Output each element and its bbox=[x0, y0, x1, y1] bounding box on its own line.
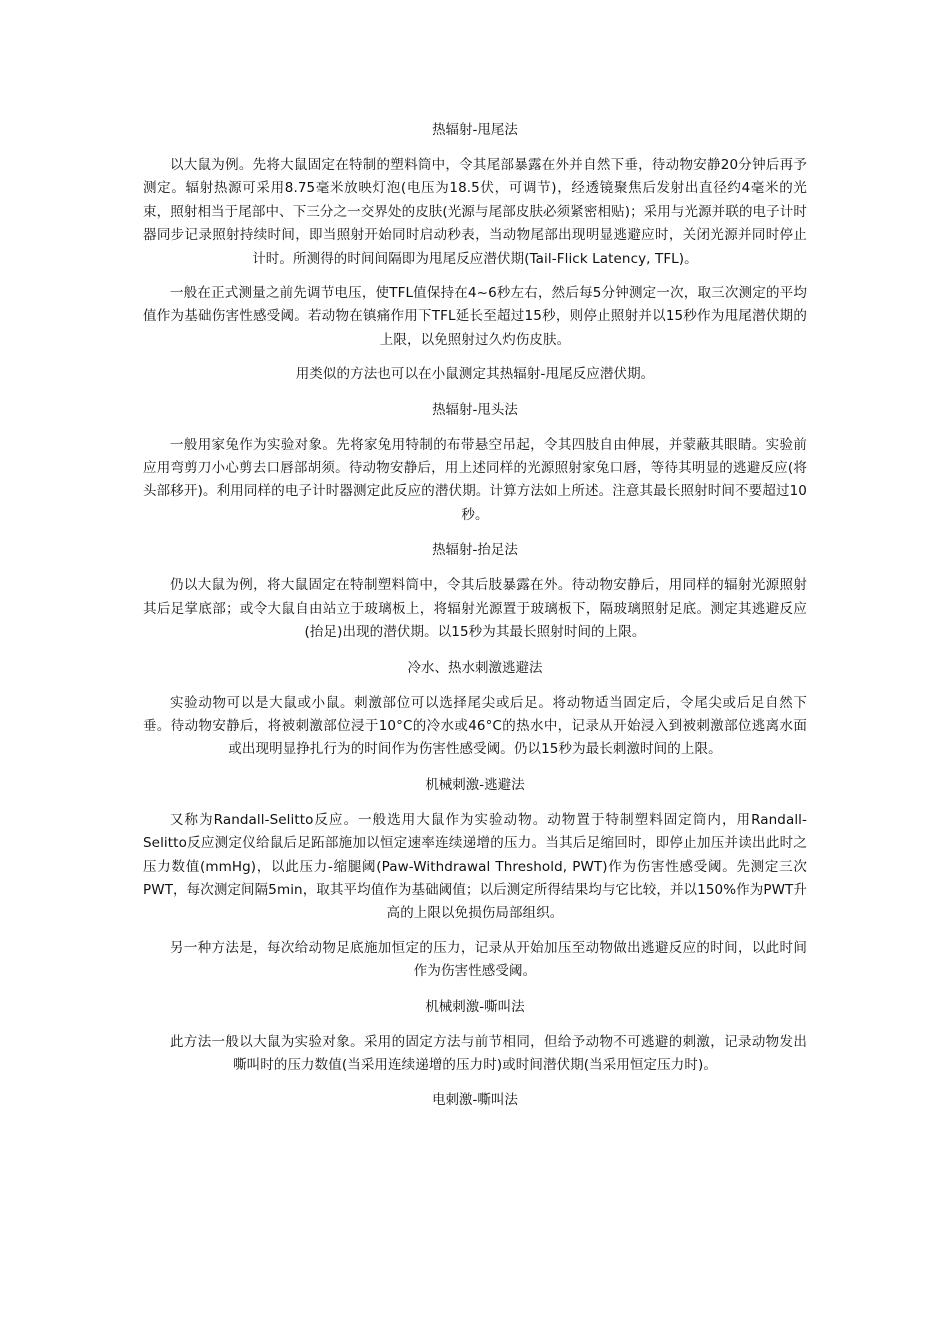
paragraph: 用类似的方法也可以在小鼠测定其热辐射-甩尾反应潜伏期。 bbox=[295, 366, 655, 383]
section-mechanical-vocalization bbox=[143, 995, 807, 1078]
section-heading: 热辐射-甩尾法 bbox=[432, 122, 518, 138]
paragraph: 又称为Randall-Selitto反应。一般选用大鼠作为实验动物。动物置于特制塑料固定筒内，用Randall-Selitto反应测定仪给鼠后足跖部施加以恒定速率连续递增的压力。当其后足缩回时，即停止加压并读出此时之压力数值(mmHg)，以此压力-缩腿阈(Paw-Withdrawal Threshold, PWT)作为伤害性感受阈。先测定三次PWT，每次测定间隔5min，取其平均值作为基础阈值；以后测定所得结果均与它比较，并以150%作为PWT升高的上限以免损伤局部组织。 bbox=[143, 811, 807, 922]
section-heading: 机械刺激-逃避法 bbox=[425, 776, 525, 793]
document-page bbox=[143, 118, 807, 1124]
section-heading: 热辐射-甩头法 bbox=[432, 401, 518, 418]
section-heading: 热辐射-抬足法 bbox=[432, 542, 518, 559]
paragraph: 另一种方法是，每次给动物足底施加恒定的压力，记录从开始加压至动物做出逃避反应的时间，以此时间作为伤害性感受阈。 bbox=[170, 939, 807, 980]
section-heading: 机械刺激-嘶叫法 bbox=[425, 998, 525, 1015]
paragraph: 以大鼠为例。先将大鼠固定在特制的塑料筒中，令其尾部暴露在外并自然下垂，待动物安静20分钟后再予测定。辐射热源可采用8.75毫米放映灯泡(电压为18.5伏，可调节)，经透镜聚焦后发射出直径约4毫米的光束，照射相当于尾部中、下三分之一交界处的皮肤(光源与尾部皮肤必须紧密相贴)；采用与光源并联的电子计时器同步记录照射持续时间，即当照射开始同时启动秒表，当动物尾部出现明显逃避应时，关闭光源并同时停止计时。所测得的时间间隔即为甩尾反应潜伏期(Tail-Flick Latency, TFL)。 bbox=[143, 157, 807, 267]
paragraph: 仍以大鼠为例，将大鼠固定在特制塑料筒中，令其后肢暴露在外。待动物安静后，用同样的辐射光源照射其后足掌底部；或令大鼠自由站立于玻璃板上，将辐射光源置于玻璃板下，隔玻璃照射足底。测定其逃避反应(抬足)出现的潜伏期。以15秒为其最长照射时间的上限。 bbox=[143, 577, 807, 641]
section-mechanical-escape bbox=[143, 773, 807, 984]
section-paw-lift bbox=[143, 538, 807, 644]
paragraph: 实验动物可以是大鼠或小鼠。刺激部位可以选择尾尖或后足。将动物适当固定后，令尾尖或后足自然下垂。待动物安静后，将被刺激部位浸于10°C的冷水或46°C的热水中，记录从开始浸入到被刺激部位逃离水面或出现明显挣扎行为的时间作为伤害性感受阈。仍以15秒为最长刺激时间的上限。 bbox=[143, 694, 807, 758]
section-head-shake bbox=[143, 398, 807, 528]
section-tail-flick bbox=[143, 118, 807, 387]
section-heading: 电刺激-嘶叫法 bbox=[432, 1092, 518, 1109]
section-cold-hot-water bbox=[143, 656, 807, 762]
section-electric-vocalization bbox=[143, 1088, 807, 1112]
section-heading: 冷水、热水刺激逃避法 bbox=[407, 659, 543, 676]
paragraph: 一般用家兔作为实验对象。先将家兔用特制的布带悬空吊起，令其四肢自由伸展，并蒙蔽其眼睛。实验前应用弯剪刀小心剪去口唇部胡须。待动物安静后，用上述同样的光源照射家兔口唇，等待其明显的逃避反应(将头部移开)。利用同样的电子计时器测定此反应的潜伏期。计算方法如上所述。注意其最长照射时间不要超过10秒。 bbox=[143, 436, 807, 523]
paragraph: 一般在正式测量之前先调节电压，使TFL值保持在4~6秒左右，然后每5分钟测定一次，取三次测定的平均值作为基础伤害性感受阈。若动物在镇痛作用下TFL延长至超过15秒，则停止照射并以15秒作为甩尾潜伏期的上限，以免照射过久灼伤皮肤。 bbox=[143, 285, 807, 348]
paragraph: 此方法一般以大鼠为实验对象。采用的固定方法与前节相同，但给予动物不可逃避的刺激，记录动物发出嘶叫时的压力数值(当采用连续递增的压力时)或时间潜伏期(当采用恒定压力时)。 bbox=[170, 1033, 807, 1073]
